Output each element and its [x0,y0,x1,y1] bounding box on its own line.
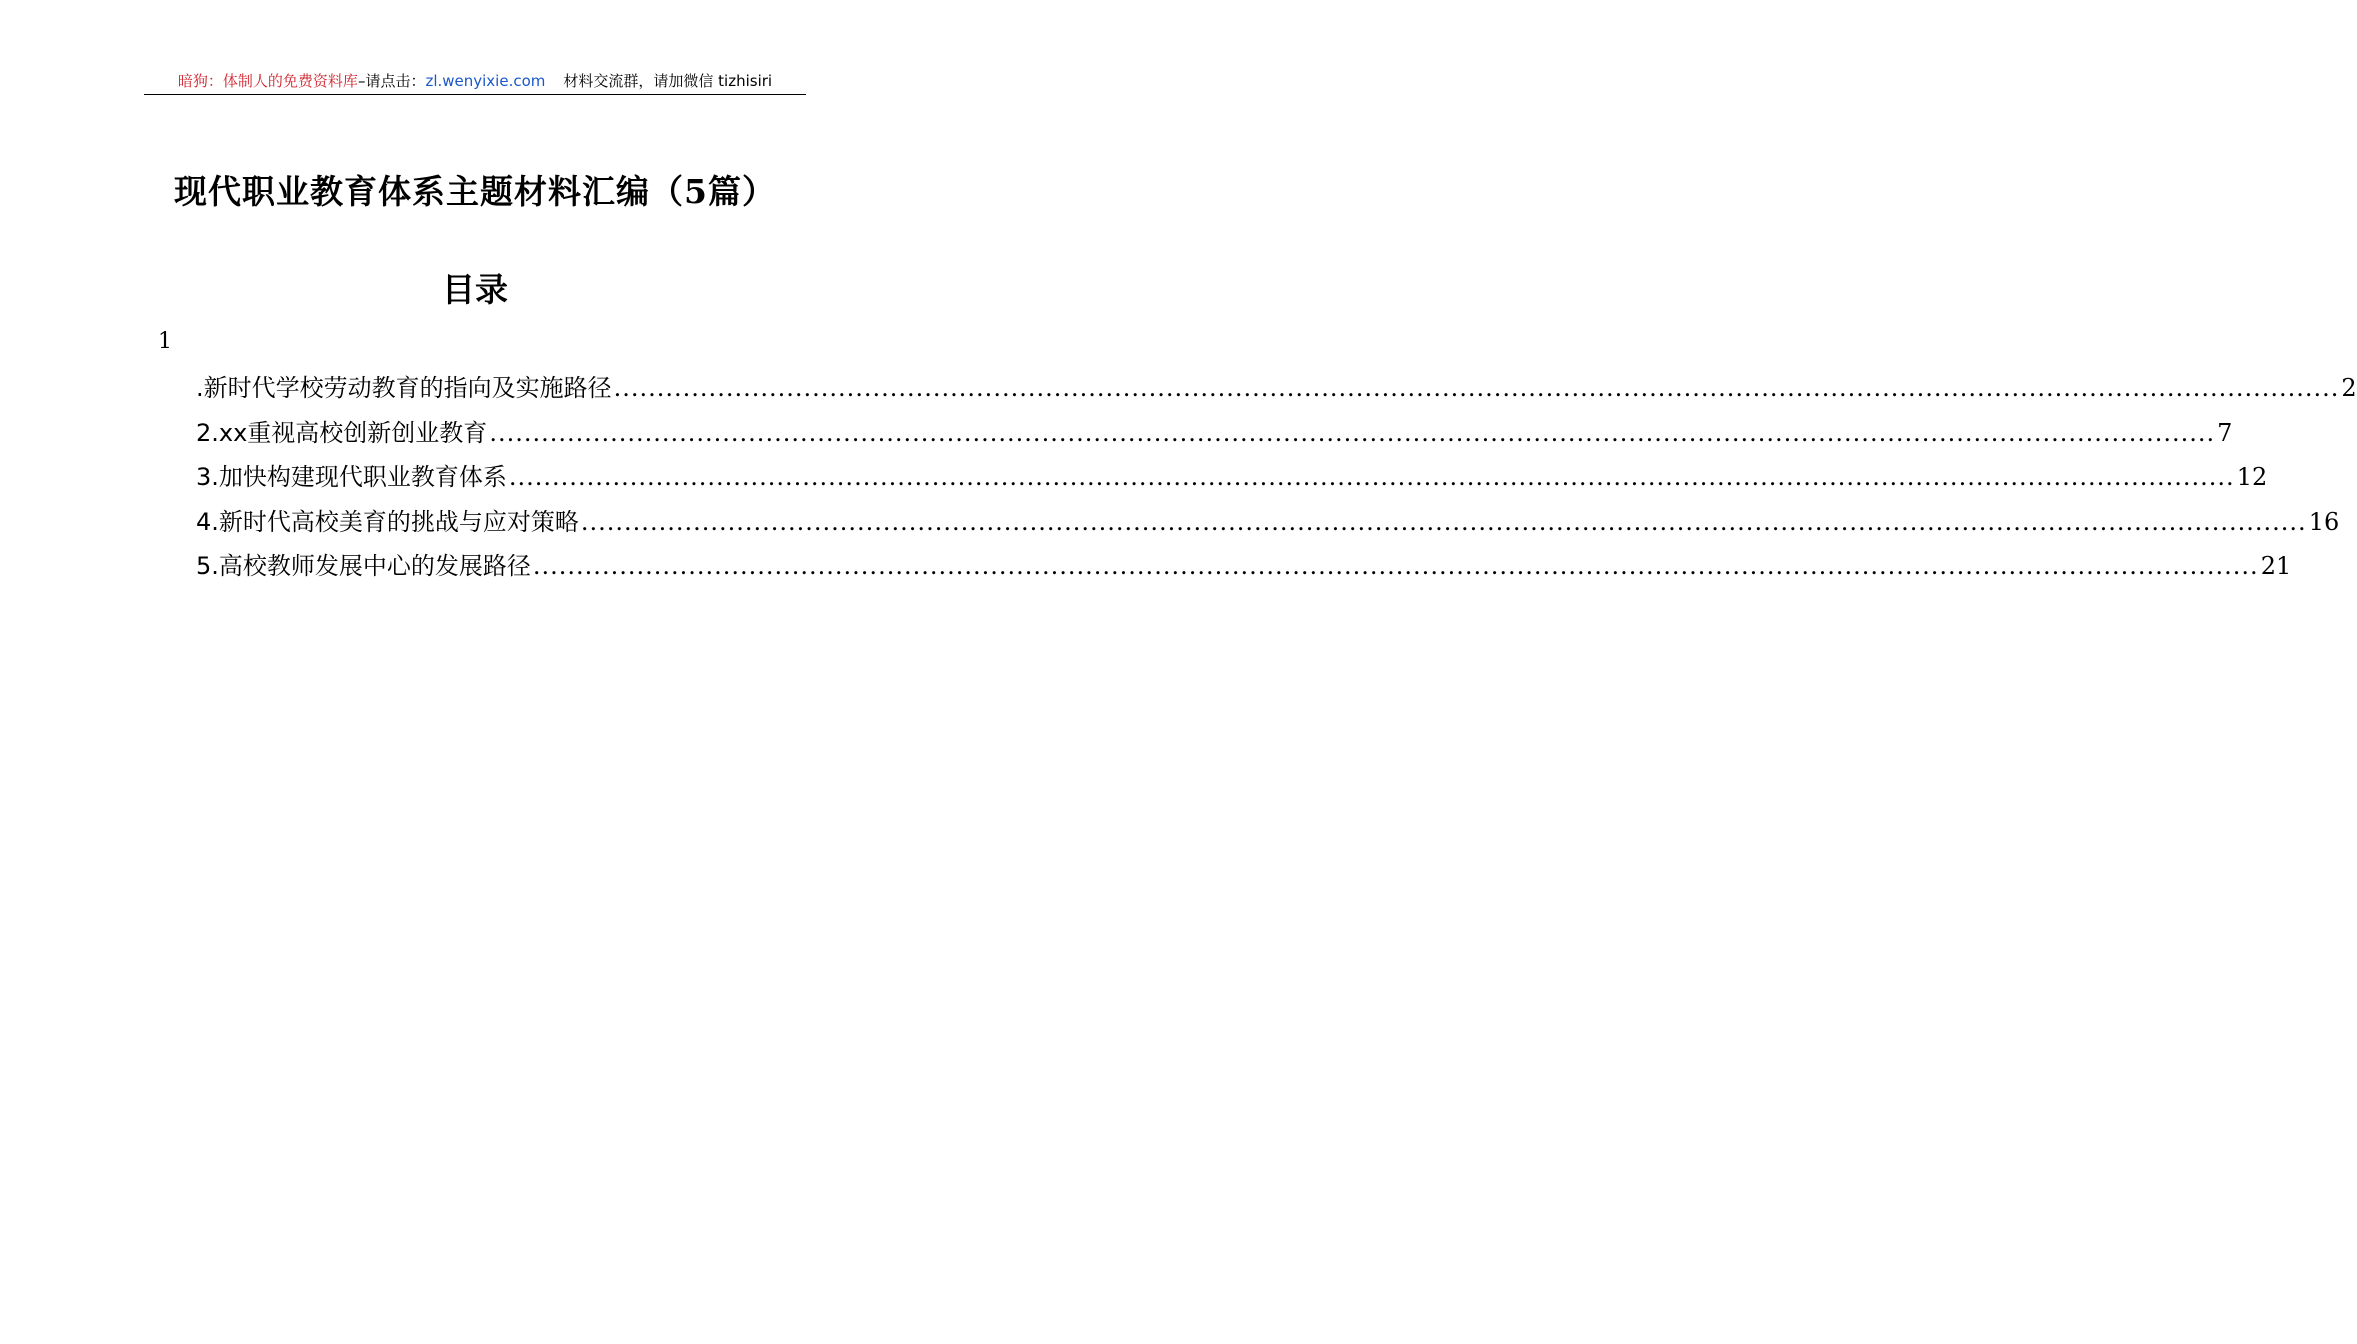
toc-entry-title: 5.高校教师发展中心的发展路径 [196,552,531,580]
toc-entry-title: .新时代学校劳动教育的指向及实施路径 [196,374,612,402]
header-url-link[interactable]: zl.wenyixie.com [425,72,546,90]
toc-entry-title: 2.xx重视高校创新创业教育 [196,418,488,447]
toc-entry[interactable] [196,368,2357,413]
table-of-contents [196,368,2357,591]
header-site-label: 暗狗：体制人的免费资料库 [177,72,358,90]
header-click-prompt: –请点击： [357,72,426,90]
toc-entry[interactable] [196,457,2268,502]
toc-entry-page: 21 [2260,552,2292,580]
toc-entry-title: 4.新时代高校美育的挑战与应对策略 [196,507,579,536]
toc-entry-page: 7 [2217,418,2233,447]
toc-entry-page: 2 [2341,374,2357,402]
toc-heading: 目录 [442,270,508,309]
toc-leader-dots: ........................................................................................................................................................................................................ [613,374,2340,402]
toc-leader-dots: ........................................................................................................................................................................................................ [580,507,2307,536]
document-title: 现代职业教育体系主题材料汇编（5篇） [174,172,776,211]
header-contact: 材料交流群，请加微信 tizhisiri [563,72,773,90]
toc-entry-page: 12 [2236,463,2268,491]
toc-leader-dots: ........................................................................................................................................................................................................ [532,552,2259,580]
toc-entry[interactable] [196,413,2233,458]
toc-entry-page: 16 [2308,507,2340,536]
toc-entry[interactable] [196,546,2292,591]
toc-leader-dots: ........................................................................................................................................................................................................ [508,463,2235,491]
toc-entry[interactable] [196,502,2340,547]
page-header [144,68,806,95]
toc-leader-dots: ........................................................................................................................................................................................................ [489,418,2216,447]
toc-stray-number: 1 [158,329,172,354]
toc-entry-title: 3.加快构建现代职业教育体系 [196,463,507,491]
